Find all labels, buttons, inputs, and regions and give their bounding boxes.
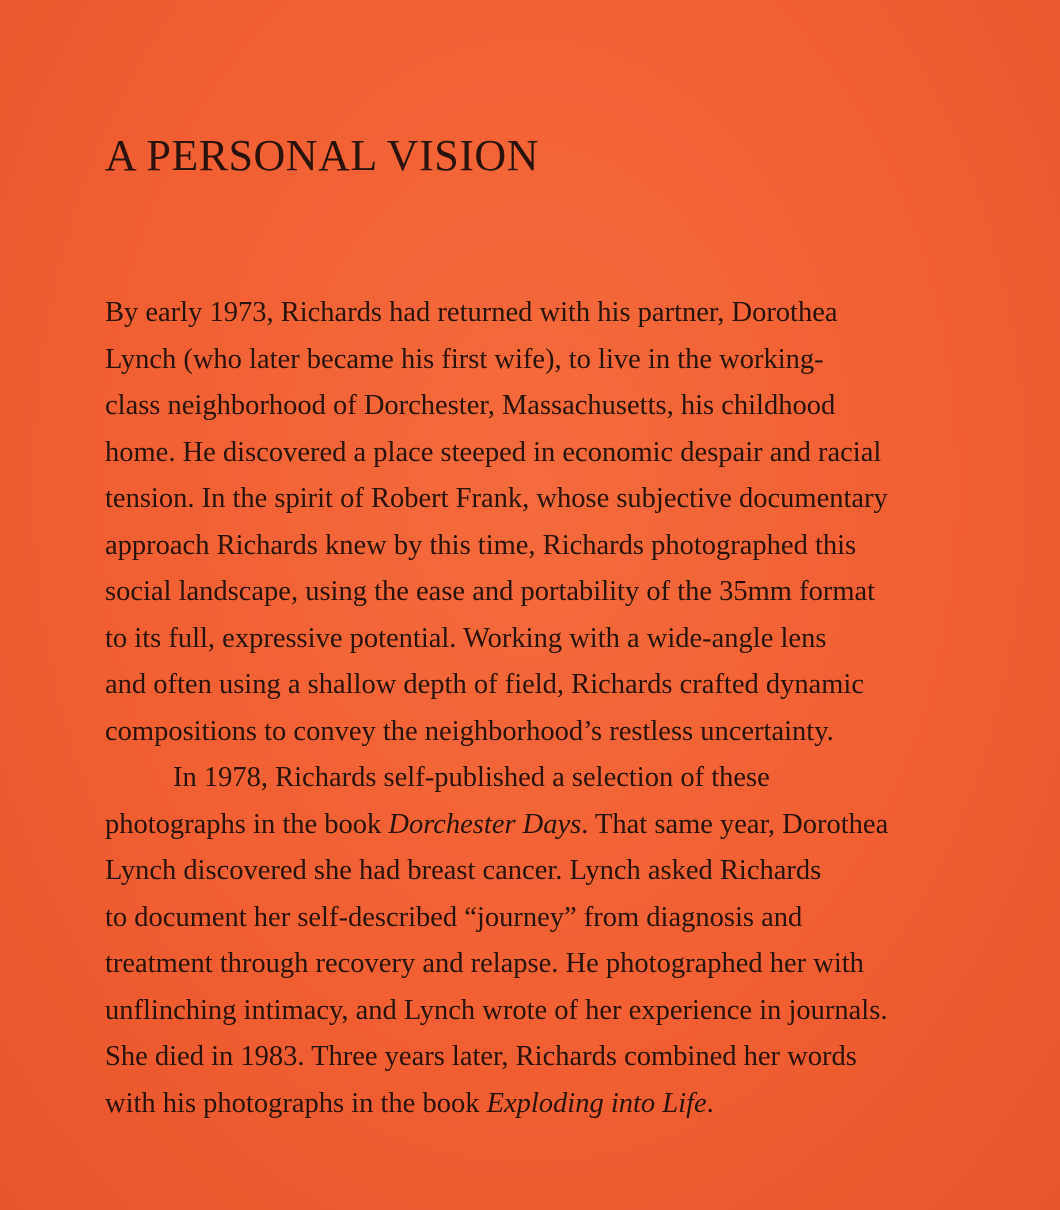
text-line: By early 1973, Richards had returned with his partner, Dorothea — [105, 297, 838, 328]
text-line: approach Richards knew by this time, Richards photographed this — [105, 529, 857, 561]
text-segment: photographs in the book — [105, 808, 389, 840]
book-title-exploding-into-life: Exploding into Life — [486, 1087, 707, 1119]
text-line: and often using a shallow depth of field, Richards crafted dynamic — [105, 669, 864, 700]
panel-title: A PERSONAL VISION — [105, 131, 539, 180]
text-line: home. He discovered a place steeped in economic despair and racial — [105, 436, 882, 468]
text-line: compositions to convey the neighborhood’s restless uncertainty. — [105, 715, 834, 747]
text-line: to its full, expressive potential. Working with a wide-angle lens — [105, 622, 827, 654]
text-line: treatment through recovery and relapse. He photographed her with — [105, 948, 864, 979]
text-segment: . That same year, Dorothea — [581, 808, 889, 840]
paragraph-2 — [105, 755, 1005, 1127]
text-line: tension. In the spirit of Robert Frank, whose subjective documentary — [105, 483, 888, 514]
text-line: to document her self-described “journey” from diagnosis and — [105, 901, 803, 933]
text-line: social landscape, using the ease and portability of the 35mm format — [105, 576, 876, 607]
text-line: In 1978, Richards self-published a selection of these — [173, 762, 770, 793]
paragraph-1 — [105, 290, 1005, 755]
text-line: She died in 1983. Three years later, Richards combined her words — [105, 1041, 857, 1072]
text-segment: with his photographs in the book — [105, 1087, 487, 1119]
text-line: unflinching intimacy, and Lynch wrote of her experience in journals. — [105, 994, 888, 1026]
book-title-dorchester-days: Dorchester Days — [388, 808, 582, 840]
text-segment: . — [706, 1087, 714, 1119]
text-line: Lynch (who later became his first wife), to live in the working- — [105, 343, 824, 375]
text-line — [105, 1081, 1005, 1128]
text-line: Lynch discovered she had breast cancer. Lynch asked Richards — [105, 855, 822, 886]
text-line: class neighborhood of Dorchester, Massachusetts, his childhood — [105, 390, 836, 421]
panel-body — [105, 290, 1005, 1127]
text-line — [105, 802, 1005, 849]
